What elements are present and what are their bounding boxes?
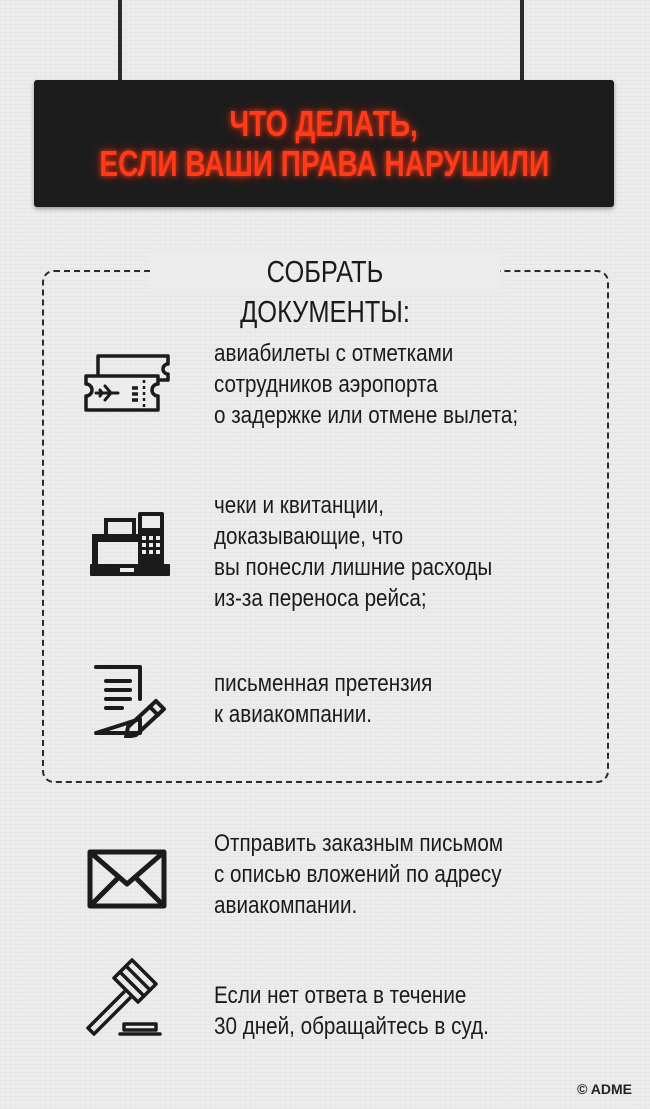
header-title-line-2: ЕСЛИ ВАШИ ПРАВА НАРУШИЛИ <box>99 142 549 184</box>
document-item-tickets-text: авиабилеты с отметками сотрудников аэропорта о задержке или отмене вылета; <box>214 340 519 429</box>
hanging-wire-right <box>520 0 524 80</box>
tickets-icon <box>80 350 172 422</box>
step-go-to-court-text: Если нет ответа в течение 30 дней, обращайтесь в суд. <box>214 982 489 1040</box>
document-pen-icon <box>80 660 172 738</box>
header-sign <box>34 80 614 207</box>
step-send-letter-text: Отправить заказным письмом с описью вложений по адресу авиакомпании. <box>214 830 504 919</box>
documents-title: СОБРАТЬ ДОКУМЕНТЫ: <box>150 252 500 292</box>
document-item-claim-text: письменная претензия к авиакомпании. <box>214 670 433 728</box>
document-item-receipts-text: чеки и квитанции, доказывающие, что вы понесли лишние расходы из-за переноса рейса; <box>214 492 493 612</box>
gavel-icon <box>80 958 172 1038</box>
header-title-line-1: ЧТО ДЕЛАТЬ, <box>229 102 419 144</box>
cash-register-icon <box>80 506 172 578</box>
credit-label: © ADME <box>577 1081 632 1097</box>
hanging-wire-left <box>118 0 122 80</box>
envelope-icon <box>80 844 172 916</box>
